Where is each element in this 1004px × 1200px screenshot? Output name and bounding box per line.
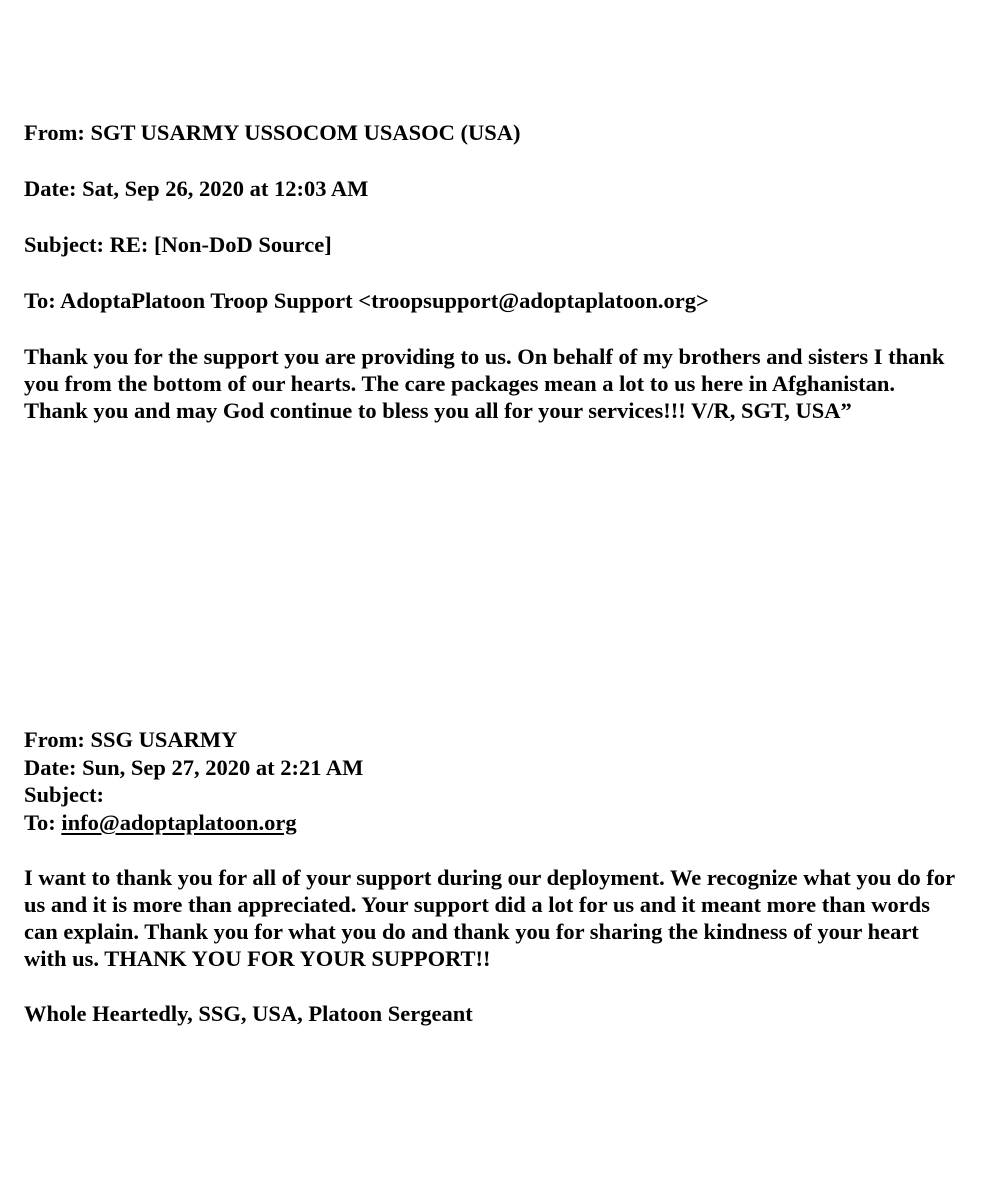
email-1-date-label: Date: [24, 176, 77, 201]
email-1-subject-line [24, 231, 964, 259]
email-2-to-email-link[interactable]: info@adoptaplatoon.org [61, 809, 297, 835]
email-1-date-line [24, 175, 964, 203]
email-message-1 [24, 119, 964, 424]
email-1-to-line [24, 287, 964, 315]
email-2-subject-line [24, 781, 964, 809]
email-1-date-value: Sat, Sep 26, 2020 at 12:03 AM [82, 176, 369, 201]
email-2-to-line [24, 809, 964, 837]
email-2-body: I want to thank you for all of your support during our deployment. We recognize what you do for us and it is more than appreciated. Your support did a lot for us and it meant more than words can explain. Thank you for what you do and thank you for sharing the kindness of your heart with us. THANK YOU FOR YOUR SUPPORT!! [24, 865, 955, 971]
email-2-from-value: SSG USARMY [90, 727, 238, 752]
email-1-to-label: To: [24, 288, 56, 313]
email-2-date-value: Sun, Sep 27, 2020 at 2:21 AM [82, 754, 364, 780]
email-2-from-label: From: [24, 727, 85, 752]
email-message-2 [24, 726, 964, 1027]
email-2-to-label: To: [24, 809, 56, 835]
email-1-subject-label: Subject: [24, 232, 104, 257]
email-2-date-line [24, 754, 964, 782]
email-2-from-line [24, 726, 964, 754]
email-1-to-value: AdoptaPlatoon Troop Support <troopsupport@adoptaplatoon.org> [60, 288, 709, 313]
email-1-subject-value: RE: [Non-DoD Source] [109, 232, 332, 257]
email-1-from-value: SGT USARMY USSOCOM USASOC (USA) [90, 120, 521, 145]
email-1-from-line [24, 119, 964, 147]
email-1-from-label: From: [24, 120, 85, 145]
email-1-body: Thank you for the support you are providing to us. On behalf of my brothers and sisters I thank you from the bottom of our hearts. The care packages mean a lot to us here in Afghanistan. Thank you and may God continue to bless you all for your services!!! V/R, SGT, USA” [24, 344, 945, 423]
email-2-subject-label: Subject: [24, 782, 104, 807]
email-2-date-label: Date: [24, 754, 77, 780]
email-2-signoff: Whole Heartedly, SSG, USA, Platoon Sergeant [24, 1001, 473, 1026]
